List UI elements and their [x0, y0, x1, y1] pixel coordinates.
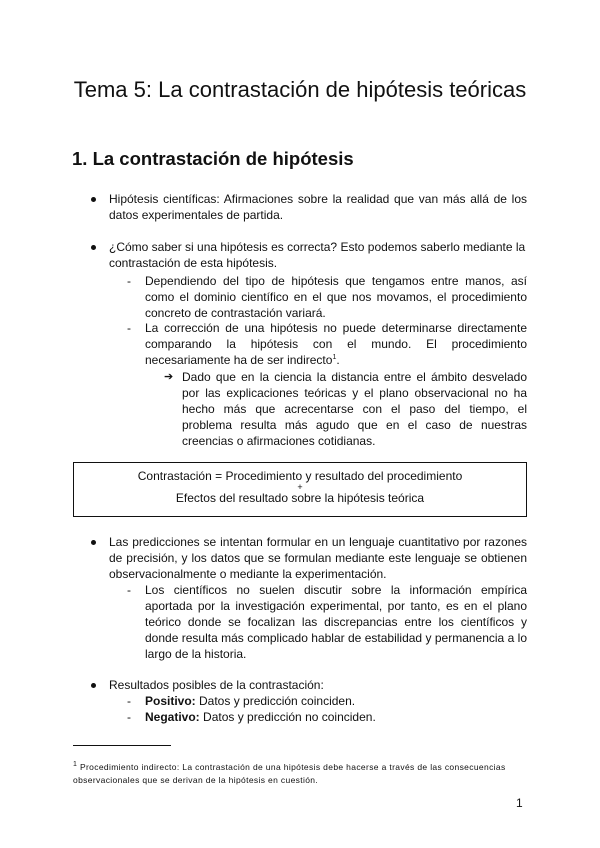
section-heading: 1. La contrastación de hipótesis [72, 148, 354, 169]
document-title: Tema 5: La contrastación de hipótesis teóricas [73, 77, 527, 102]
bullet-como-saber: ¿Cómo saber si una hipótesis es correcta? Esto podemos saberlo mediante la contrastación de esta hipótesis. [109, 240, 526, 270]
sub-resultado-negativo [145, 709, 527, 725]
footnote-number: 1 [73, 760, 78, 768]
box-line-1: Contrastación = Procedimiento y resultado del procedimiento [137, 469, 463, 483]
bullet-marker [91, 540, 96, 545]
sub-resultado-positivo [145, 693, 527, 709]
negativo-label: Negativo: [145, 710, 200, 724]
dash-marker: - [127, 321, 131, 335]
dash-marker: - [127, 583, 131, 597]
footnote-ref[interactable]: 1 [332, 354, 337, 361]
bullet-predicciones: Las predicciones se intentan formular en un lenguaje cuantitativo por razones de precisión, y los datos que se formulan mediante este lenguaje se obtienen observacionalmente o mediante la experimentación. [109, 535, 527, 581]
bullet-marker [91, 245, 96, 250]
footnote-text: Procedimiento indirecto: La contrastación de una hipótesis debe hacerse a través de las consecuencias observacionales que se derivan de la hipótesis en cuestión. [73, 761, 506, 785]
box-line-3: Efectos del resultado sobre la hipótesis teórica [175, 491, 425, 505]
bullet-resultados-posibles: Resultados posibles de la contrastación: [109, 678, 324, 692]
sub-correccion-text: La corrección de una hipótesis no puede determinarse directamente comparando la hipótesis con el mundo. El procedimiento necesariamente ha de ser indirecto [145, 321, 527, 367]
sub-correccion-hipotesis: La corrección de una hipótesis no puede determinarse directamente comparando la hipótesis con el mundo. El procedimiento necesariamente ha de ser indirecto$^1$. [145, 321, 527, 367]
bullet-hipotesis-cientificas: Hipótesis científicas: Afirmaciones sobre la realidad que van más allá de los datos experimentales de partida. [109, 192, 527, 222]
dash-marker: - [127, 274, 131, 288]
positivo-label: Positivo: [145, 694, 196, 708]
dash-marker: - [127, 710, 131, 724]
arrow-marker: ➔ [164, 371, 174, 383]
bullet-marker [91, 197, 96, 202]
arrow-distancia-ciencia: Dado que en la ciencia la distancia entre el ámbito desvelado por las explicaciones teóricas y el plano observacional no ha hecho más que acrecentarse con el paso del tiempo, el problema resulta más agudo que en el caso de nuestras creencias o afirmaciones cotidianas. [182, 370, 527, 448]
sub-cientificos-discutir: Los científicos no suelen discutir sobre la información empírica aportada por la investigación experimental, por tanto, es en el plano teórico donde se focalizan las discrepancias entre los científicos y donde resulta más complicado hablar de estabilidad y permanencia a lo largo de la historia. [145, 583, 527, 661]
page-number: 1 [516, 796, 523, 810]
positivo-text: Datos y predicción coinciden. [195, 694, 356, 708]
box-plus: + [297, 482, 303, 492]
footnote [73, 761, 527, 787]
contrastacion-box [73, 462, 527, 517]
bullet-marker [91, 683, 96, 688]
negativo-text: Datos y predicción no coinciden. [199, 710, 376, 724]
dash-marker: - [127, 694, 131, 708]
sub-tipo-hipotesis: Dependiendo del tipo de hipótesis que tengamos entre manos, así como el dominio científico en el que nos movamos, el procedimiento concreto de contrastación variará. [145, 274, 527, 320]
footnote-separator [73, 745, 171, 746]
